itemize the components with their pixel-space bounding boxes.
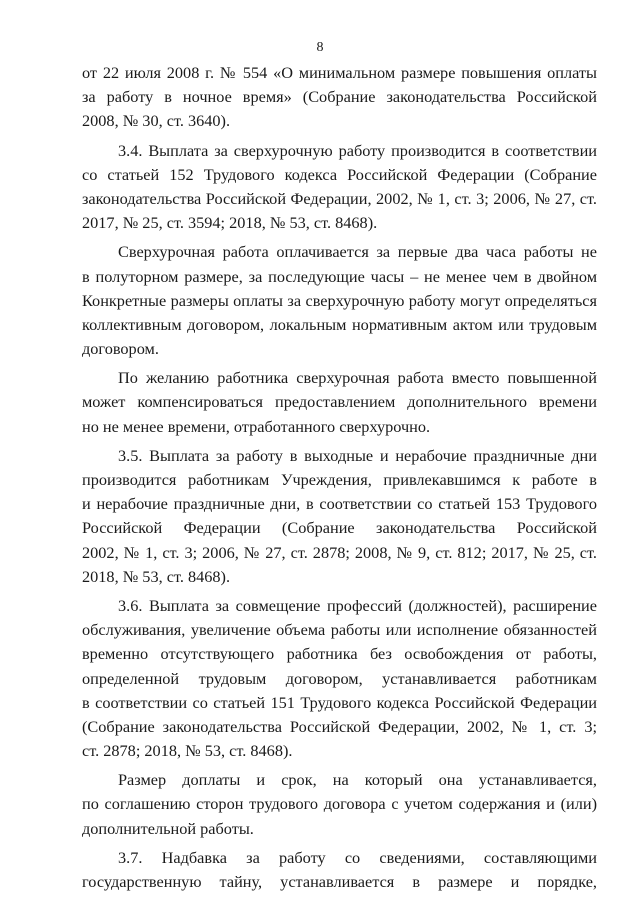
paragraph-3-5 bbox=[82, 444, 597, 589]
paragraph-overtime-rest bbox=[82, 366, 597, 439]
paragraph-surcharge-terms bbox=[82, 768, 597, 841]
text-line: государственную тайну, устанавливается в размере и порядке, bbox=[82, 872, 597, 891]
text-line: производится работникам Учреждения, привлекавшимся к работе в bbox=[82, 470, 597, 489]
text-line: 2008, № 30, ст. 3640). bbox=[82, 111, 231, 131]
text-line: договором. bbox=[82, 339, 159, 359]
text-line: 2018, № 53, ст. 8468). bbox=[82, 566, 231, 586]
text-line: от 22 июля 2008 г. № 554 «О минимальном размере повышения оплаты bbox=[82, 63, 597, 82]
text-line: 3.4. Выплата за сверхурочную работу производится в соответствии bbox=[118, 140, 597, 160]
text-line: дополнительной работы. bbox=[82, 818, 254, 838]
text-line: может компенсироваться предоставлением дополнительного времени bbox=[82, 392, 597, 412]
paragraph-3-6 bbox=[82, 594, 597, 763]
text-line: со статьей 152 Трудового кодекса Российской Федерации (Собрание bbox=[82, 164, 597, 184]
paragraph-3-7 bbox=[82, 846, 597, 894]
text-line: Сверхурочная работа оплачивается за первые два часа работы не bbox=[118, 242, 597, 262]
text-line: ст. 2878; 2018, № 53, ст. 8468). bbox=[82, 741, 293, 761]
text-line: по соглашению сторон трудового договора с учетом содержания и (или) bbox=[82, 794, 597, 814]
text-line: 3.7. Надбавка за работу со сведениями, составляющими bbox=[118, 847, 597, 867]
text-line: 2017, № 25, ст. 3594; 2018, № 53, ст. 8468). bbox=[82, 213, 378, 233]
text-line: определенной трудовым договором, устанавливается работникам bbox=[82, 668, 597, 688]
text-line: 2002, № 1, ст. 3; 2006, № 27, ст. 2878; 2008, № 9, ст. 812; 2017, № 25, ст. bbox=[82, 542, 597, 562]
paragraph-overtime-pay bbox=[82, 240, 597, 361]
text-line: и нерабочие праздничные дни, в соответствии со статьей 153 Трудового bbox=[82, 494, 597, 514]
text-line: (Собрание законодательства Российской Федерации, 2002, № 1, ст. 3; bbox=[82, 716, 597, 736]
paragraph-intro bbox=[82, 61, 597, 134]
text-line: 3.6. Выплата за совмещение профессий (должностей), расширение bbox=[118, 595, 597, 615]
text-line: коллективным договором, локальным нормативным актом или трудовым bbox=[82, 314, 597, 334]
text-line: Российской Федерации (Собрание законодательства Российской bbox=[82, 518, 597, 538]
text-line: за работу в ночное время» (Собрание законодательства Российской bbox=[82, 87, 597, 107]
text-line: Конкретные размеры оплаты за сверхурочную работу могут определяться bbox=[82, 290, 597, 310]
text-line: обслуживания, увеличение объема работы или исполнение обязанностей bbox=[82, 620, 597, 640]
text-line: в полуторном размере, за последующие часы – не менее чем в двойном bbox=[82, 266, 597, 286]
paragraph-3-4 bbox=[82, 139, 597, 236]
page-number: 8 bbox=[316, 40, 324, 55]
text-line: законодательства Российской Федерации, 2002, № 1, ст. 3; 2006, № 27, ст. bbox=[82, 188, 597, 208]
text-line: временно отсутствующего работника без освобождения от работы, bbox=[82, 644, 597, 664]
text-line: но не менее времени, отработанного сверхурочно. bbox=[82, 416, 431, 436]
text-line: Размер доплаты и срок, на который она устанавливается, bbox=[118, 770, 597, 790]
text-line: 3.5. Выплата за работу в выходные и нерабочие праздничные дни bbox=[118, 445, 597, 465]
document-body bbox=[82, 61, 597, 894]
text-line: в соответствии со статьей 151 Трудового кодекса Российской Федерации bbox=[82, 692, 597, 712]
text-line: По желанию работника сверхурочная работа вместо повышенной bbox=[118, 368, 597, 388]
